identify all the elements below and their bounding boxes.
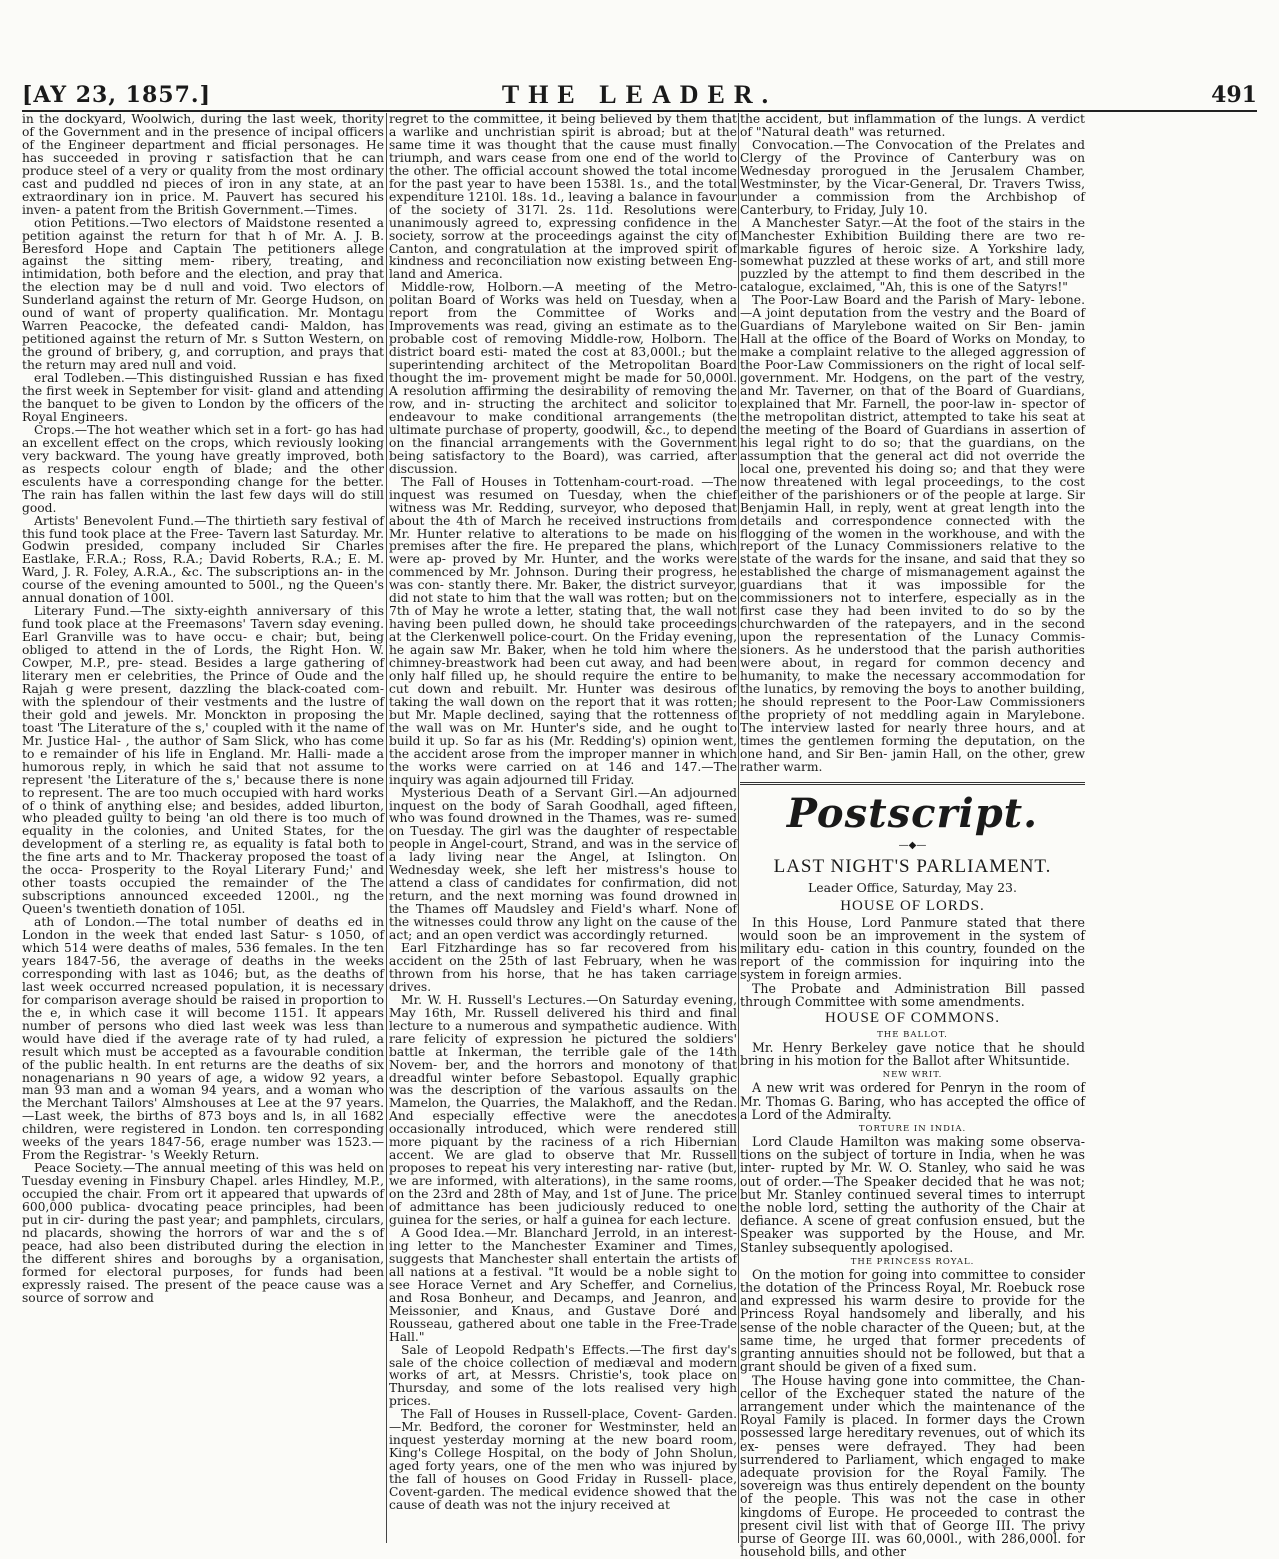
article-paragraph: Artists' Benevolent Fund.—The thirtieth sary festival of this fund took place at the Free- Tavern last Saturday. Mr. Godwin presided, company included Sir Charles Eastlake, F.R.A.; Ross, R.A.; David Roberts, R.A.; E. M. Ward, J. R. Foley, A.R.A., &c. The subscriptions an- in the course of the evening amounted to 500l., ng the Queen's annual donation of 100l. <box>22 513 384 606</box>
article-paragraph: regret to the committee, it being believed by them that a warlike and unchristian spirit is abroad; but at the same time it was thought that the cause must finally triumph, and wars cease from one end of the world to the other. The official account showed the total income for the past year to have been 1538l. 1s., and the total expenditure 1210l. 18s. 1d., leaving a balance in favour of the society of 317l. 2s. 11d. Resolutions were unanimously agreed to, expressing confidence in the society, sorrow at the proceedings against the city of Canton, and congratulation at the improved spirit of kindness and reconciliation now existing between Eng- land and America. <box>389 112 737 282</box>
parliament-title: LAST NIGHT'S PARLIAMENT. <box>773 855 1052 877</box>
article-paragraph: Mr. Henry Berkeley gave notice that he should bring in his motion for the Ballot after Whitsuntide. <box>740 1040 1085 1069</box>
postscript-heading: Postscript. <box>786 789 1039 837</box>
article-paragraph: Convocation.—The Convocation of the Prelates and Clergy of the Province of Canterbury was on Wednesday prorogued in the Jerusalem Chamber, Westminster, by the Vicar-General, Dr. Travers Twiss, under a commission from the Archbishop of Canterbury, to Friday, July 10. <box>740 137 1085 217</box>
article-paragraph: A Good Idea.—Mr. Blanchard Jerrold, in an interest- ing letter to the Manchester Examiner and Times, suggests that Manchester shall entertain the artists of all nations at a festival. "It would be a noble sight to see Horace Vernet and Ary Scheffer, and Cornelius, and Rosa Bonheur, and Decamps, and Jeanron, and Meissonier, and Knaus, and Gustave Doré and Rousseau, gathered about one table in the Free-Trade Hall." <box>389 1225 737 1344</box>
article-paragraph: Mysterious Death of a Servant Girl.—An adjourned inquest on the body of Sarah Goodhall, aged fifteen, who was found drowned in the Thames, was re- sumed on Tuesday. The girl was the daughter of respectable people in Angel-court, Strand, and was in the service of a lady living near the Angel, at Islington. On Wednesday week, she left her mistress's house to attend a class of candidates for confirmation, did not return, and the next morning was found drowned in the Thames off Maudsley and Field's wharf. None of the witnesses could throw any light on the cause of the act; and an open verdict was accordingly returned. <box>389 785 737 943</box>
masthead <box>22 78 1257 112</box>
ballot-heading: THE BALLOT. <box>877 1030 948 1041</box>
lords-heading: HOUSE OF LORDS. <box>840 897 985 914</box>
article-paragraph: The Fall of Houses in Tottenham-court-road. —The inquest was resumed on Tuesday, when the chief witness was Mr. Redding, surveyor, who deposed that about the 4th of March he received instructions from Mr. Hunter relative to alterations to be made on his premises after the fire. He prepared the plans, which were ap- proved by Mr. Hunter, and the works were commenced by Mr. Johnson. During their progress, he was con- stantly there. Mr. Baker, the district surveyor, did not state to him that the wall was rotten; but on the 7th of May he wrote a letter, stating that, the wall not having been pulled down, he should take proceedings at the Clerkenwell police-court. On the Friday evening, he again saw Mr. Baker, when he told him where the chimney-breastwork had been cut away, and had been only half filled up, he should require the entire to be cut down and rebuilt. Mr. Hunter was desirous of taking the wall down on the report that it was rotten; but Mr. Maple declined, saying that the rottenness of the wall was on Mr. Hunter's side, and he ought to build it up. So far as his (Mr. Redding's) opinion went, the accident arose from the improper manner in which the works were carried on at 146 and 147.—The inquiry was again adjourned till Friday. <box>389 474 737 787</box>
article-paragraph: Lord Claude Hamilton was making some observa- tions on the subject of torture in India, when he was inter- rupted by Mr. W. O. Stanley, who said he was out of order.—The Speaker decided that he was not; but Mr. Stanley continued several times to interrupt the noble lord, setting the authority of the Chair at defiance. A scene of great confusion ensued, but the Speaker was supported by the House, and Mr. Stanley subsequently apologised. <box>740 1134 1085 1255</box>
article-paragraph: The Fall of Houses in Russell-place, Covent- Garden.—Mr. Bedford, the coroner for Westminster, held an inquest yesterday morning at the new board room, King's College Hospital, on the body of John Sholun, aged forty years, one of the men who was injured by the fall of houses on Good Friday in Russell- place, Covent-garden. The medical evidence showed that the cause of death was not the injury received at <box>389 1407 737 1512</box>
column-divider <box>738 113 739 1543</box>
column-2 <box>389 113 737 1543</box>
commons-heading: HOUSE OF COMMONS. <box>825 1010 1000 1027</box>
article-paragraph: In this House, Lord Panmure stated that there would soon be an improvement in the system of military edu- cation in this country, founded on the report of the commission for inquiring into the system in foreign armies. <box>740 914 1085 983</box>
article-paragraph: Sale of Leopold Redpath's Effects.—The first day's sale of the choice collection of mediæval and modern works of art, at Messrs. Christie's, took place on Thursday, and some of the lots realised very high prices. <box>389 1342 737 1409</box>
column-3 <box>740 112 1085 1559</box>
princess-heading: THE PRINCESS ROYAL. <box>850 1256 975 1267</box>
article-paragraph: otion Petitions.—Two electors of Maidstone resented a petition against the return for that h of Mr. A. J. B. Beresford Hope and Captain The petitioners allege against the sitting mem- ribery, treating, and intimidation, both before and the election, and pray that the election may be d null and void. Two electors of Sunderland against the return of Mr. George Hudson, on ound of want of property qualification. Mr. Montagu Warren Peacocke, the defeated candi- Maldon, has petitioned against the return of Mr. s Sutton Western, on the ground of bribery, g, and corruption, and prays that the return may ared null and void. <box>22 215 384 373</box>
newspaper-title: THE LEADER. <box>501 80 778 109</box>
article-paragraph: Literary Fund.—The sixty-eighth anniversary of this fund took place at the Freemasons' Tavern sday evening. Earl Granville was to have occu- e chair; but, being obliged to attend in the of Lords, the Right Hon. W. Cowper, M.P., pre- stead. Besides a large gathering of literary men er celebrities, the Prince of Oude and the Rajah g were present, dazzling the black-coated com- with the splendour of their vestments and the lustre of their gold and jewels. Mr. Monckton in proposing the toast 'The Literature of the s,' coupled with it the name of Mr. Justice Hal- , the author of Sam Slick, who has come to e remainder of his life in England. Mr. Halli- made a humorous reply, in which he said that not assume to represent 'the Literature of the s,' because there is none to represent. The are too much occupied with hard works of o think of anything else; and besides, added liburton, who pleaded guilty to being 'an old there is too much of equality in the colonies, and United States, for the development of a sterling re, as equality is fatal both to the fine arts and to Mr. Thackeray proposed the toast of the occa- Prosperity to the Royal Literary Fund;' and other toasts occupied the remainder of the The subscriptions announced exceeded 1200l., ng the Queen's twentieth donation of 105l. <box>22 604 384 917</box>
writ-heading: NEW WRIT. <box>882 1070 943 1081</box>
article-paragraph: A new writ was ordered for Penryn in the room of Mr. Thomas G. Baring, who has accepted the office of a Lord of the Admiralty. <box>740 1080 1085 1122</box>
article-paragraph: Earl Fitzhardinge has so far recovered from his accident on the 25th of last February, when he was thrown from his horse, that he has taken carriage drives. <box>389 941 737 994</box>
article-paragraph: On the motion for going into committee to consider the dotation of the Princess Royal, Mr. Roebuck rose and expressed his warm desire to provide for the Princess Royal handsomely and liberally, and his sense of the noble character of the Queen; but, at the same time, he urged that former precedents of granting annuities should not be followed, but that a grant should be given of a fixed sum. <box>740 1266 1085 1375</box>
ornament-divider: —◆— <box>898 839 927 851</box>
page-number: 491 <box>1211 82 1257 108</box>
article-paragraph: Peace Society.—The annual meeting of this was held on Tuesday evening in Finsbury Chapel. arles Hindley, M.P., occupied the chair. From ort it appeared that upwards of 600,000 publica- dvocating peace principles, had been put in cir- during the past year; and pamphlets, circulars, nd placards, showing the horrors of war and the s of peace, had also been distributed during the election in the different shires and boroughs by a organisation, formed for electoral purposes, for funds had been expressly raised. The present of the peace cause was a source of sorrow and <box>22 1161 384 1305</box>
article-paragraph: The Probate and Administration Bill passed through Committee with some amendments. <box>740 980 1085 1009</box>
column-1 <box>22 113 384 1543</box>
section-rule <box>740 784 1085 785</box>
column-divider <box>386 113 387 1543</box>
article-paragraph: the accident, but inflammation of the lungs. A verdict of "Natural death" was returned. <box>740 112 1085 139</box>
dateline: Leader Office, Saturday, May 23. <box>807 879 1017 895</box>
article-paragraph: ath of London.—The total number of deaths ed in London in the week that ended last Satur- s 1050, of which 514 were deaths of males, 536 females. In the ten years 1847-56, the average of deaths in the weeks corresponding with last as 1046; but, as the deaths of last week occurred ncreased population, it is necessary for comparison average should be raised in proportion to the e, in which case it will become 1151. It appears number of persons who died last week was less than would have died if the average rate of ty had ruled, a result which must be accepted as a favourable condition of the public health. In ent returns are the deaths of six nonagenarians n 90 years of age, a widow 92 years, a man 93 man and a woman 94 years, and a woman who the Merchant Tailors' Almshouses at Lee at the 97 years.—Last week, the births of 873 boys and ls, in all 1682 children, were registered in London. ten corresponding weeks of the years 1847-56, erage number was 1523.—From the Registrar- 's Weekly Return. <box>22 915 384 1163</box>
postscript-body <box>740 916 1085 1559</box>
article-paragraph: Mr. W. H. Russell's Lectures.—On Saturday evening, May 16th, Mr. Russell delivered his third and final lecture to a numerous and sympathetic audience. With rare felicity of expression he pictured the soldiers' battle at Inkerman, the terrible gale of the 14th Novem- ber, and the horrors and monotony of that dreadful winter before Sebastopol. Equally graphic was the description of the various assaults on the Mamelon, the Quarries, the Malakhoff, and the Redan. And especially effective were the anecdotes occasionally introduced, which were rendered still more piquant by the raciness of a rich Hibernian accent. We are glad to observe that Mr. Russell proposes to repeat his very interesting nar- rative (but, we are informed, with alterations), in the same rooms, on the 23rd and 28th of May, and 1st of June. The price of admittance has been judiciously reduced to one guinea for the series, or half a guinea for each lecture. <box>389 992 737 1228</box>
article-paragraph: eral Todleben.—This distinguished Russian e has fixed the first week in September for visit- gland and attending the banquet to be given to London by the officers of the Royal Engineers. <box>22 371 384 424</box>
article-paragraph: Middle-row, Holborn.—A meeting of the Metro- politan Board of Works was held on Tuesday, when a report from the Committee of Works and Improvements was read, giving an estimate as to the probable cost of removing Middle-row, Holborn. The district board esti- mated the cost at 83,000l.; but the superintending architect of the Metropolitan Board thought the im- provement might be made for 50,000l. A resolution affirming the desirability of removing the row, and in- structing the architect and solicitor to endeavour to make conditional arrangements (the ultimate purchase of property, goodwill, &c., to depend on the financial arrangements with the Government being satisfactory to the Board), was carried, after discussion. <box>389 280 737 476</box>
article-paragraph: The Poor-Law Board and the Parish of Mary- lebone.—A joint deputation from the vestry and the Board of Guardians of Marylebone waited on Sir Ben- jamin Hall at the office of the Board of Works on Monday, to make a complaint relative to the alleged aggression of the Poor-Law Commissioners on the right of local self-government. Mr. Hodgens, on the part of the vestry, and Mr. Taverner, on that of the Board of Guardians, explained that Mr. Farnell, the poor-law in- spector of the metropolitan district, attempted to take his seat at the meeting of the Board of Guardians in assertion of his legal right to do so; that the guardians, on the assumption that the general act did not override the local one, prevented his doing so; and that they were now threatened with legal proceedings, to the cost either of the parishioners or of the people at large. Sir Benjamin Hall, in reply, went at great length into the details and correspondence connected with the flogging of the women in the workhouse, and with the report of the Lunacy Commissioners relative to the state of the wards for the insane, and said that they so established the charge of mismanagement against the guardians that it was impossible for the commissioners not to interfere, especially as in the first case they had been invited to do so by the churchwarden of the ratepayers, and in the second upon the representation of the Lunacy Commis- sioners. As he understood that the parish authorities were about, in regard for common decency and humanity, to make the necessary accommodation for the lunatics, by removing the boys to another building, he should represent to the Poor-Law Commissioners the propriety of not meddling again in Marylebone. The interview lasted for nearly three hours, and at times the gentlemen forming the deputation, on the one hand, and Sir Ben- jamin Hall, on the other, grew rather warm. <box>740 293 1085 774</box>
article-paragraph: The House having gone into committee, the Chan- cellor of the Exchequer stated the nature of the arrangement under which the maintenance of the Royal Family is placed. In former days the Crown possessed large hereditary revenues, out of which its ex- penses were defrayed. They had been surrendered to Parliament, which engaged to make adequate provision for the Royal Family. The sovereign was thus entirely dependent on the bounty of the people. This was not the case in other kingdoms of Europe. He proceeded to contrast the present civil list with that of George III. The privy purse of George III. was 60,000l., with 286,000l. for household bills, and other <box>740 1372 1085 1559</box>
article-paragraph: Crops.—The hot weather which set in a fort- go has had an excellent effect on the crops, which reviously looking very backward. The young have greatly improved, both as respects colour ength of blade; and the other esculents have a corresponding change for the better. The rain has fallen within the last few days will do still good. <box>22 422 384 515</box>
torture-heading: TORTURE IN INDIA. <box>858 1124 967 1135</box>
article-paragraph: in the dockyard, Woolwich, during the last week, thority of the Government and in the presence of incipal officers of the Engineer department and fficial personages. He has succeeded in proving r satisfaction that he can produce steel of a very or quality from the most ordinary cast and puddled nd pieces of iron in any state, at an extraordinary ion in price. M. Pauvert has secured his inven- a patent from the British Government.—Times. <box>22 112 384 217</box>
article-paragraph: A Manchester Satyr.—At the foot of the stairs in the Manchester Exhibition Building there are two re- markable figures of heroic size. A Yorkshire lady, somewhat puzzled at these works of art, and still more puzzled by the attempt to find them described in the catalogue, exclaimed, "Ah, this is one of the Satyrs!" <box>740 215 1085 295</box>
section-rule <box>740 782 1085 783</box>
issue-date: [AY 23, 1857.] <box>22 82 211 108</box>
